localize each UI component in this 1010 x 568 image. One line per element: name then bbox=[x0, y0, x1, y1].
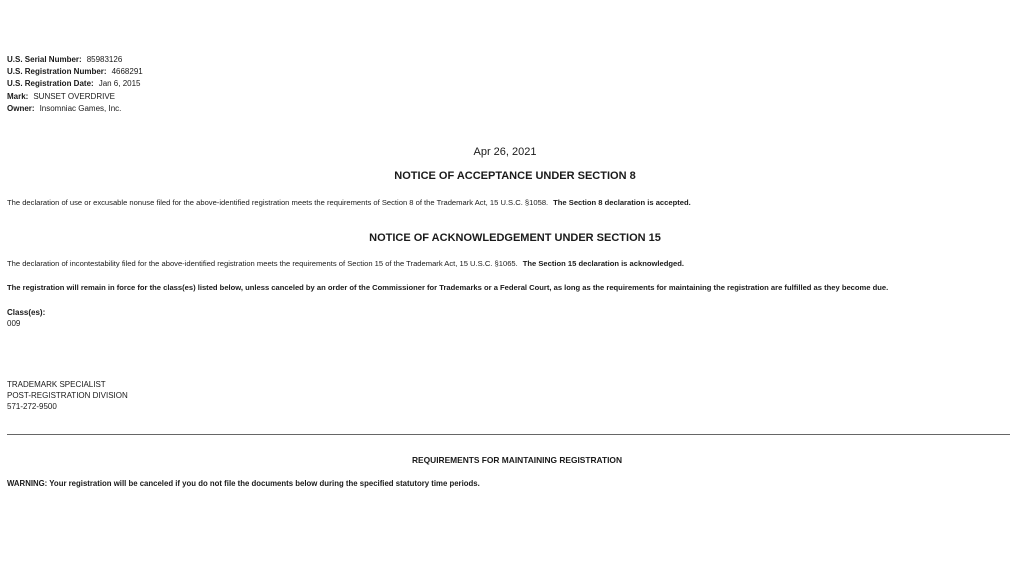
signature-phone: 571-272-9500 bbox=[7, 401, 57, 411]
mark-label: Mark: bbox=[7, 91, 29, 101]
serial-number-label: U.S. Serial Number: bbox=[7, 55, 82, 64]
owner-row bbox=[7, 103, 143, 115]
owner-value: Insomniac Games, Inc. bbox=[39, 103, 122, 113]
requirements-heading: REQUIREMENTS FOR MAINTAINING REGISTRATION bbox=[412, 455, 622, 465]
registration-date-value: Jan 6, 2015 bbox=[98, 79, 141, 89]
registration-number-value: 4668291 bbox=[111, 67, 143, 77]
section8-body: The declaration of use or excusable nonuse filed for the above-identified registration meets the requirements of Section 8 of the Trademark Act, 15 U.S.C. §1058. bbox=[7, 198, 549, 207]
section15-heading: NOTICE OF ACKNOWLEDGEMENT UNDER SECTION 15 bbox=[369, 232, 661, 244]
registration-details bbox=[7, 54, 143, 115]
classes-block bbox=[7, 307, 45, 329]
signature-block bbox=[7, 380, 128, 412]
registration-number-row bbox=[7, 66, 143, 78]
registration-date-row bbox=[7, 78, 143, 90]
mark-row bbox=[7, 91, 143, 103]
notice-date: Apr 26, 2021 bbox=[473, 146, 537, 158]
registration-date-label: U.S. Registration Date: bbox=[7, 79, 94, 89]
requirements-warning: WARNING: Your registration will be canceled if you do not file the documents below during the specified statutory time periods. bbox=[7, 479, 480, 488]
section8-conclusion: The Section 8 declaration is accepted. bbox=[553, 198, 691, 207]
force-statement: The registration will remain in force for the class(es) listed below, unless canceled by an order of the Commissioner for Trademarks or a Federal Court, as long as the requirements for maintaining the registration are fulfilled as they become due. bbox=[7, 283, 889, 292]
signature-title: TRADEMARK SPECIALIST bbox=[7, 380, 106, 389]
classes-label: Class(es): bbox=[7, 308, 46, 317]
section15-paragraph bbox=[7, 259, 684, 268]
registration-number-label: U.S. Registration Number: bbox=[7, 67, 107, 77]
serial-number-value: 85983126 bbox=[86, 55, 123, 64]
section8-paragraph bbox=[7, 198, 691, 207]
section-divider bbox=[7, 434, 1010, 435]
mark-value: SUNSET OVERDRIVE bbox=[33, 91, 115, 101]
section15-conclusion: The Section 15 declaration is acknowledged. bbox=[522, 259, 684, 268]
signature-division: POST-REGISTRATION DIVISION bbox=[7, 390, 128, 400]
classes-value: 009 bbox=[7, 319, 21, 328]
owner-label: Owner: bbox=[7, 103, 35, 113]
serial-number-row bbox=[7, 54, 143, 66]
section15-body: The declaration of incontestability filed for the above-identified registration meets the requirements of Section 15 of the Trademark Act, 15 U.S.C. §1065. bbox=[7, 259, 518, 268]
section8-heading: NOTICE OF ACCEPTANCE UNDER SECTION 8 bbox=[394, 170, 636, 182]
